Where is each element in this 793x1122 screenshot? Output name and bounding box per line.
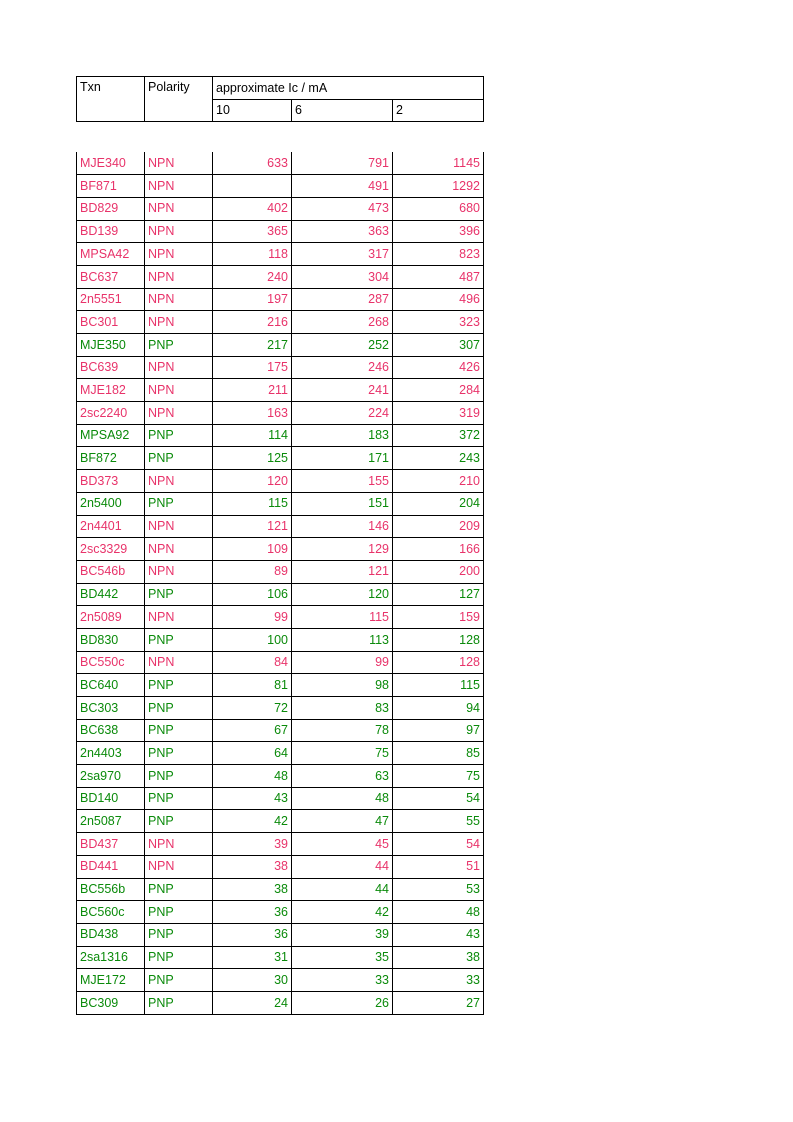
cell-polarity: PNP: [145, 447, 213, 470]
cell-ic-2: 396: [393, 220, 484, 243]
table-row: [77, 901, 484, 924]
cell-ic-10: 106: [213, 583, 292, 606]
cell-polarity: NPN: [145, 152, 213, 175]
transistor-table: [76, 152, 484, 1015]
cell-ic-10: 402: [213, 197, 292, 220]
cell-ic-6: 42: [292, 901, 393, 924]
cell-ic-10: 217: [213, 334, 292, 357]
cell-ic-2: 243: [393, 447, 484, 470]
cell-polarity: NPN: [145, 538, 213, 561]
cell-polarity: PNP: [145, 787, 213, 810]
cell-ic-6: 473: [292, 197, 393, 220]
cell-polarity: NPN: [145, 175, 213, 198]
cell-ic-2: 426: [393, 356, 484, 379]
cell-ic-6: 268: [292, 311, 393, 334]
cell-ic-6: 791: [292, 152, 393, 175]
cell-ic-2: 97: [393, 719, 484, 742]
cell-ic-2: 1145: [393, 152, 484, 175]
cell-ic-2: 307: [393, 334, 484, 357]
cell-txn: BD139: [77, 220, 145, 243]
cell-txn: BC550c: [77, 651, 145, 674]
cell-ic-2: 94: [393, 697, 484, 720]
table-row: [77, 447, 484, 470]
cell-ic-10: 43: [213, 787, 292, 810]
table-row: [77, 152, 484, 175]
table-row: [77, 651, 484, 674]
cell-txn: BF872: [77, 447, 145, 470]
cell-txn: BD441: [77, 855, 145, 878]
cell-ic-6: 287: [292, 288, 393, 311]
cell-polarity: NPN: [145, 470, 213, 493]
cell-ic-10: 89: [213, 560, 292, 583]
cell-polarity: NPN: [145, 197, 213, 220]
table-row: [77, 628, 484, 651]
cell-txn: BD830: [77, 628, 145, 651]
header-table: [76, 76, 484, 122]
cell-txn: 2n4401: [77, 515, 145, 538]
cell-ic-6: 26: [292, 991, 393, 1014]
cell-ic-6: 363: [292, 220, 393, 243]
cell-polarity: PNP: [145, 424, 213, 447]
cell-ic-6: 39: [292, 923, 393, 946]
cell-ic-6: 63: [292, 765, 393, 788]
cell-ic-2: 680: [393, 197, 484, 220]
cell-txn: BC560c: [77, 901, 145, 924]
cell-txn: BD829: [77, 197, 145, 220]
cell-ic-10: 120: [213, 470, 292, 493]
table-row: [77, 175, 484, 198]
cell-ic-10: [213, 175, 292, 198]
cell-ic-10: 125: [213, 447, 292, 470]
cell-ic-2: 85: [393, 742, 484, 765]
cell-txn: BC640: [77, 674, 145, 697]
table-row: [77, 379, 484, 402]
cell-polarity: PNP: [145, 969, 213, 992]
cell-ic-2: 55: [393, 810, 484, 833]
cell-polarity: PNP: [145, 923, 213, 946]
cell-ic-10: 31: [213, 946, 292, 969]
table-row: [77, 946, 484, 969]
table-row: [77, 833, 484, 856]
cell-polarity: PNP: [145, 492, 213, 515]
cell-ic-2: 487: [393, 265, 484, 288]
cell-polarity: NPN: [145, 220, 213, 243]
table-row: [77, 560, 484, 583]
table-row: [77, 697, 484, 720]
cell-ic-10: 38: [213, 878, 292, 901]
table-row: [77, 765, 484, 788]
cell-ic-10: 67: [213, 719, 292, 742]
cell-txn: BC301: [77, 311, 145, 334]
cell-ic-10: 100: [213, 628, 292, 651]
cell-txn: BC637: [77, 265, 145, 288]
cell-ic-6: 44: [292, 878, 393, 901]
cell-ic-6: 48: [292, 787, 393, 810]
cell-ic-6: 224: [292, 402, 393, 425]
cell-polarity: PNP: [145, 719, 213, 742]
cell-ic-2: 200: [393, 560, 484, 583]
cell-polarity: NPN: [145, 265, 213, 288]
cell-txn: BC639: [77, 356, 145, 379]
cell-polarity: PNP: [145, 742, 213, 765]
cell-ic-6: 246: [292, 356, 393, 379]
table-row: [77, 356, 484, 379]
cell-ic-10: 211: [213, 379, 292, 402]
cell-polarity: NPN: [145, 402, 213, 425]
cell-ic-2: 48: [393, 901, 484, 924]
cell-txn: 2n5400: [77, 492, 145, 515]
cell-ic-10: 36: [213, 923, 292, 946]
cell-ic-10: 121: [213, 515, 292, 538]
cell-ic-6: 78: [292, 719, 393, 742]
cell-ic-6: 304: [292, 265, 393, 288]
table-row: [77, 538, 484, 561]
cell-txn: BC309: [77, 991, 145, 1014]
cell-ic-10: 115: [213, 492, 292, 515]
cell-ic-6: 44: [292, 855, 393, 878]
cell-ic-6: 35: [292, 946, 393, 969]
cell-ic-10: 84: [213, 651, 292, 674]
cell-ic-2: 209: [393, 515, 484, 538]
cell-ic-2: 115: [393, 674, 484, 697]
cell-txn: MJE350: [77, 334, 145, 357]
cell-txn: BC638: [77, 719, 145, 742]
header-current-2: 2: [393, 99, 484, 122]
cell-ic-2: 323: [393, 311, 484, 334]
table-row: [77, 492, 484, 515]
table-row: [77, 583, 484, 606]
cell-polarity: PNP: [145, 765, 213, 788]
cell-txn: 2n5089: [77, 606, 145, 629]
cell-ic-6: 491: [292, 175, 393, 198]
table-row: [77, 311, 484, 334]
cell-polarity: NPN: [145, 651, 213, 674]
table-row: [77, 220, 484, 243]
cell-ic-10: 42: [213, 810, 292, 833]
cell-ic-6: 120: [292, 583, 393, 606]
cell-ic-10: 163: [213, 402, 292, 425]
cell-txn: 2sc2240: [77, 402, 145, 425]
cell-ic-2: 43: [393, 923, 484, 946]
cell-ic-6: 171: [292, 447, 393, 470]
cell-ic-10: 72: [213, 697, 292, 720]
cell-ic-10: 30: [213, 969, 292, 992]
cell-ic-2: 284: [393, 379, 484, 402]
table-row: [77, 197, 484, 220]
cell-ic-10: 633: [213, 152, 292, 175]
cell-ic-10: 64: [213, 742, 292, 765]
cell-ic-2: 54: [393, 787, 484, 810]
cell-polarity: PNP: [145, 628, 213, 651]
table-row: [77, 855, 484, 878]
table-row: [77, 991, 484, 1014]
cell-ic-2: 27: [393, 991, 484, 1014]
table-row: [77, 402, 484, 425]
cell-ic-2: 166: [393, 538, 484, 561]
cell-txn: MJE182: [77, 379, 145, 402]
table-row: [77, 288, 484, 311]
table-row: [77, 265, 484, 288]
cell-ic-2: 53: [393, 878, 484, 901]
cell-ic-2: 319: [393, 402, 484, 425]
cell-ic-10: 240: [213, 265, 292, 288]
cell-ic-6: 113: [292, 628, 393, 651]
cell-ic-10: 114: [213, 424, 292, 447]
cell-txn: 2n5087: [77, 810, 145, 833]
cell-ic-6: 155: [292, 470, 393, 493]
cell-txn: 2sa1316: [77, 946, 145, 969]
cell-polarity: NPN: [145, 560, 213, 583]
cell-ic-6: 241: [292, 379, 393, 402]
cell-txn: BD437: [77, 833, 145, 856]
cell-ic-10: 109: [213, 538, 292, 561]
header-current-6: 6: [292, 99, 393, 122]
table-row: [77, 969, 484, 992]
cell-ic-10: 216: [213, 311, 292, 334]
cell-ic-2: 823: [393, 243, 484, 266]
cell-txn: 2sc3329: [77, 538, 145, 561]
cell-ic-2: 1292: [393, 175, 484, 198]
cell-ic-6: 33: [292, 969, 393, 992]
cell-polarity: NPN: [145, 288, 213, 311]
cell-polarity: NPN: [145, 311, 213, 334]
cell-ic-6: 151: [292, 492, 393, 515]
cell-ic-6: 115: [292, 606, 393, 629]
cell-ic-10: 118: [213, 243, 292, 266]
cell-polarity: NPN: [145, 606, 213, 629]
header-txn: Txn: [77, 77, 145, 122]
cell-txn: MJE340: [77, 152, 145, 175]
header-polarity: Polarity: [145, 77, 213, 122]
cell-ic-2: 128: [393, 628, 484, 651]
cell-polarity: PNP: [145, 334, 213, 357]
cell-ic-6: 99: [292, 651, 393, 674]
table-row: [77, 742, 484, 765]
cell-ic-10: 24: [213, 991, 292, 1014]
table-row: [77, 334, 484, 357]
cell-txn: BD140: [77, 787, 145, 810]
cell-ic-6: 45: [292, 833, 393, 856]
table-row: [77, 787, 484, 810]
cell-ic-2: 54: [393, 833, 484, 856]
cell-ic-6: 98: [292, 674, 393, 697]
cell-ic-6: 252: [292, 334, 393, 357]
table-row: [77, 923, 484, 946]
table-row: [77, 810, 484, 833]
cell-ic-6: 129: [292, 538, 393, 561]
cell-polarity: PNP: [145, 901, 213, 924]
cell-ic-10: 81: [213, 674, 292, 697]
cell-ic-6: 83: [292, 697, 393, 720]
cell-txn: 2n4403: [77, 742, 145, 765]
cell-polarity: PNP: [145, 946, 213, 969]
cell-txn: BF871: [77, 175, 145, 198]
cell-txn: 2sa970: [77, 765, 145, 788]
cell-polarity: PNP: [145, 810, 213, 833]
cell-txn: BC303: [77, 697, 145, 720]
cell-ic-10: 175: [213, 356, 292, 379]
cell-ic-2: 33: [393, 969, 484, 992]
cell-polarity: NPN: [145, 379, 213, 402]
header-current-group: approximate Ic / mA: [213, 77, 484, 100]
table-row: [77, 470, 484, 493]
cell-ic-2: 210: [393, 470, 484, 493]
cell-ic-2: 372: [393, 424, 484, 447]
cell-polarity: PNP: [145, 878, 213, 901]
cell-txn: BD442: [77, 583, 145, 606]
cell-polarity: PNP: [145, 697, 213, 720]
cell-ic-6: 47: [292, 810, 393, 833]
cell-ic-10: 99: [213, 606, 292, 629]
cell-ic-2: 127: [393, 583, 484, 606]
cell-ic-10: 38: [213, 855, 292, 878]
cell-ic-2: 204: [393, 492, 484, 515]
table-row: [77, 606, 484, 629]
cell-polarity: NPN: [145, 356, 213, 379]
cell-ic-2: 159: [393, 606, 484, 629]
cell-ic-2: 128: [393, 651, 484, 674]
cell-txn: BC546b: [77, 560, 145, 583]
table-row: [77, 515, 484, 538]
cell-ic-10: 365: [213, 220, 292, 243]
cell-ic-2: 38: [393, 946, 484, 969]
table-row: [77, 243, 484, 266]
cell-ic-2: 496: [393, 288, 484, 311]
cell-ic-10: 197: [213, 288, 292, 311]
cell-polarity: PNP: [145, 674, 213, 697]
cell-ic-6: 121: [292, 560, 393, 583]
cell-ic-10: 36: [213, 901, 292, 924]
cell-txn: BD438: [77, 923, 145, 946]
header-current-10: 10: [213, 99, 292, 122]
cell-ic-6: 146: [292, 515, 393, 538]
cell-ic-2: 51: [393, 855, 484, 878]
cell-txn: MPSA92: [77, 424, 145, 447]
cell-ic-6: 75: [292, 742, 393, 765]
cell-ic-2: 75: [393, 765, 484, 788]
cell-txn: MJE172: [77, 969, 145, 992]
cell-polarity: NPN: [145, 515, 213, 538]
cell-ic-10: 39: [213, 833, 292, 856]
table-row: [77, 878, 484, 901]
table-row: [77, 424, 484, 447]
cell-polarity: PNP: [145, 991, 213, 1014]
cell-txn: MPSA42: [77, 243, 145, 266]
cell-ic-6: 317: [292, 243, 393, 266]
cell-txn: BD373: [77, 470, 145, 493]
cell-txn: BC556b: [77, 878, 145, 901]
cell-polarity: PNP: [145, 583, 213, 606]
table-row: [77, 719, 484, 742]
cell-polarity: NPN: [145, 243, 213, 266]
table-row: [77, 674, 484, 697]
cell-txn: 2n5551: [77, 288, 145, 311]
cell-polarity: NPN: [145, 855, 213, 878]
cell-ic-10: 48: [213, 765, 292, 788]
cell-ic-6: 183: [292, 424, 393, 447]
cell-polarity: NPN: [145, 833, 213, 856]
